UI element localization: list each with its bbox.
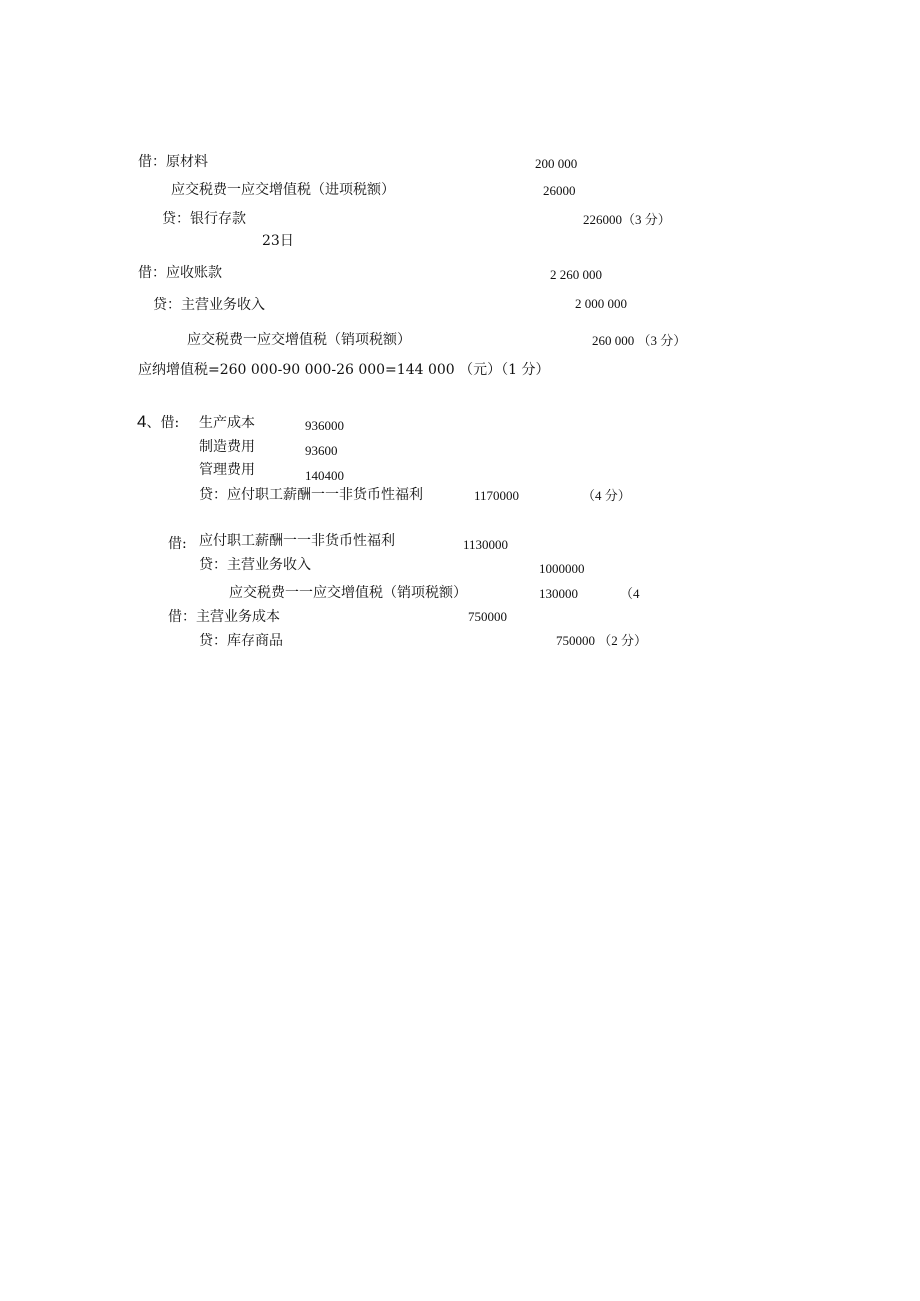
amount-main-revenue: 2 000 000 — [575, 296, 627, 311]
journal-line-debit-receivables: 借：应收账款 — [138, 265, 222, 281]
amount-input-vat: 26000 — [543, 183, 576, 198]
amount-receivables: 2 260 000 — [550, 267, 602, 282]
journal-line-manufacturing-overhead: 制造费用 — [199, 439, 255, 455]
amount-employee-benefits-debit: 1130000 — [463, 537, 509, 552]
amount-manufacturing-overhead: 93600 — [305, 443, 338, 458]
journal-line-credit-main-revenue: 贷：主营业务收入 — [153, 297, 265, 313]
score-4-points: （4 分） — [582, 488, 631, 503]
score-partial: （4 — [620, 586, 640, 601]
amount-output-vat-2: 130000 — [539, 586, 578, 601]
amount-employee-benefits: 1170000 — [474, 488, 520, 503]
journal-line-output-vat-2: 应交税费一一应交增值税（销项税额） — [229, 585, 467, 601]
amount-admin-expenses: 140400 — [305, 468, 344, 483]
question-number: 4 — [137, 412, 147, 431]
journal-line-input-vat: 应交税费一应交增值税（进项税额） — [171, 182, 395, 198]
journal-line-admin-expenses: 管理费用 — [199, 462, 255, 478]
amount-bank-deposit: 226000（3 分） — [583, 212, 671, 227]
journal-line-credit-main-revenue-2: 贷：主营业务收入 — [199, 557, 311, 573]
vat-payable-calculation: 应纳增值税=260 000-90 000-26 000=144 000 （元）（1 分） — [138, 362, 550, 378]
journal-line-production-cost: 生产成本 — [199, 415, 255, 431]
question-separator: 、 — [146, 415, 161, 431]
amount-inventory: 750000 （2 分） — [556, 633, 648, 648]
journal-line-credit-employee-benefits: 贷：应付职工薪酬一一非货币性福利 — [199, 487, 423, 503]
amount-raw-materials: 200 000 — [535, 156, 578, 171]
journal-line-output-vat: 应交税费一应交增值税（销项税额） — [187, 332, 411, 348]
journal-line-debit-cost-of-sales: 借：主营业务成本 — [168, 609, 280, 625]
amount-cost-of-sales: 750000 — [468, 609, 507, 624]
date-label: 23日 — [262, 233, 294, 249]
question-4-heading — [137, 413, 179, 432]
journal-line-debit-raw-materials: 借：原材料 — [138, 154, 208, 170]
journal-line-credit-inventory: 贷：库存商品 — [199, 633, 283, 649]
debit-prefix-2: 借: — [168, 536, 187, 552]
journal-line-credit-bank-deposit: 贷：银行存款 — [162, 211, 246, 227]
amount-production-cost: 936000 — [305, 418, 344, 433]
amount-output-vat: 260 000 （3 分） — [592, 333, 687, 348]
amount-main-revenue-2: 1000000 — [539, 561, 585, 576]
debit-prefix: 借: — [160, 415, 180, 431]
journal-line-debit-employee-benefits: 应付职工薪酬一一非货币性福利 — [199, 533, 395, 549]
